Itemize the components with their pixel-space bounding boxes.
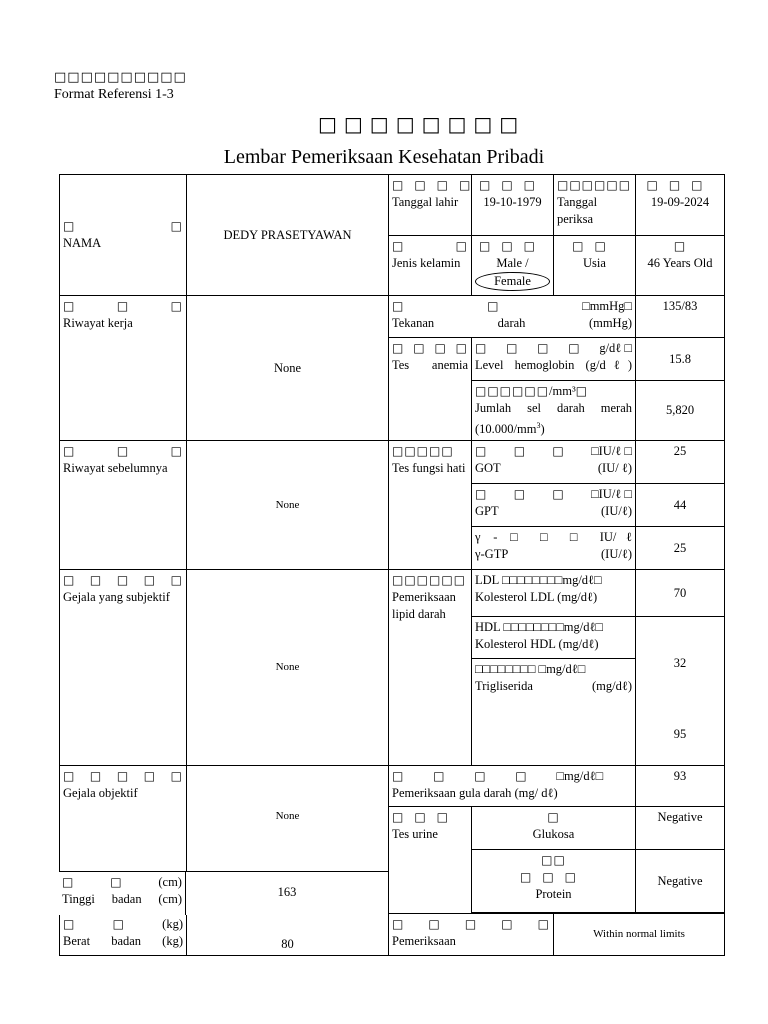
dob-label: Tanggal lahir: [392, 195, 459, 209]
protein-value-cell: [636, 850, 725, 913]
gpt-label-line: GPT (IU/ℓ): [475, 504, 632, 519]
lipid-label-cell: [389, 570, 472, 766]
exam-label-cell: [389, 914, 554, 956]
objective-value: None: [275, 810, 300, 823]
hdl-tg-value-cell: [636, 617, 725, 766]
hb-label-top: □ □ □ □ g/dℓ □: [475, 341, 632, 355]
subjective-value: None: [275, 661, 300, 674]
ggtp-value: 25: [673, 540, 687, 555]
header-glyph-line: □□□□□□□□□□: [54, 70, 187, 85]
name-value-cell: [187, 175, 389, 296]
got-value: 25: [673, 444, 687, 459]
ldl-value: 70: [673, 585, 687, 600]
anemia-label: Tes anemia: [392, 358, 468, 372]
title-glyphs: □□□□□□□□: [318, 112, 526, 136]
height-label: Tinggi badan (cm): [62, 892, 182, 906]
rbc-value-cell: [636, 381, 725, 441]
tg-value: 95: [673, 727, 687, 742]
glucose-label: Glukosa: [532, 827, 575, 842]
gender-option-female-circled: Female: [475, 272, 550, 291]
hb-label-cell: [472, 338, 636, 381]
weight-label: Berat badan (kg): [63, 934, 183, 949]
ldl-label-cell: [472, 570, 636, 617]
got-label-cell: [472, 441, 636, 484]
height-label-top: □ □ (cm): [62, 875, 182, 889]
exam-date-value: 19-09-2024: [650, 195, 710, 209]
ldl-label-top: LDL □□□□□□□□mg/dℓ□: [475, 573, 602, 588]
hdl-label-cell: [472, 617, 636, 659]
gpt-label-top: □ □ □ □IU/ℓ □: [475, 487, 632, 502]
glucose-value: Negative: [657, 810, 703, 825]
sugar-label: Pemeriksaan gula darah (mg/ dℓ): [392, 786, 558, 801]
subjective-label: Gejala yang subjektif: [63, 590, 170, 605]
gpt-value: 44: [673, 497, 687, 512]
bp-label-cell: [389, 296, 636, 338]
height-value: 163: [277, 885, 297, 899]
health-exam-form: [59, 174, 725, 956]
weight-label-top: □ □ (kg): [63, 917, 183, 932]
height-label-cell: [59, 872, 186, 915]
ldl-value-cell: [636, 570, 725, 617]
weight-value: 80: [281, 937, 294, 952]
weight-value-cell: [187, 914, 389, 956]
past-history-label-cell: [60, 441, 187, 570]
lipid-glyphs: □□□□□□: [392, 573, 467, 588]
liver-glyphs: □□□□□: [392, 444, 454, 459]
ldl-label: Kolesterol LDL (mg/dℓ): [475, 590, 598, 605]
urine-label: Tes urine: [392, 827, 438, 842]
subjective-label-cell: [60, 570, 187, 766]
hb-value-cell: [636, 338, 725, 381]
age-value-cell: [636, 236, 725, 296]
hdl-value: 32: [673, 656, 687, 671]
gender-value-glyphs: □□□: [478, 239, 546, 253]
sugar-label-cell: [389, 766, 636, 807]
rbc-label-cell: [472, 381, 636, 441]
subjective-value-cell: [187, 570, 389, 766]
protein-label: Protein: [535, 887, 572, 902]
sugar-label-top: □ □ □ □ □mg/dℓ□: [392, 769, 604, 784]
sugar-value-cell: [636, 766, 725, 807]
hdl-label: Kolesterol HDL (mg/dℓ): [475, 637, 599, 652]
age-value: 46 Years Old: [647, 256, 713, 270]
exam-date-label: Tanggal periksa: [557, 195, 598, 226]
anemia-label-cell: [389, 338, 472, 441]
gender-label: Jenis kelamin: [392, 256, 461, 270]
gender-option-male: Male /: [496, 256, 529, 270]
age-label-glyphs: □□: [572, 239, 617, 253]
exam-date-value-glyphs: □□□: [646, 178, 714, 192]
exam-value-cell: [554, 914, 725, 956]
past-history-value-cell: [187, 441, 389, 570]
hb-value: 15.8: [669, 351, 691, 366]
past-history-label: Riwayat sebelumnya: [63, 461, 168, 476]
dob-label-cell: [389, 175, 482, 236]
objective-label: Gejala objektif: [63, 786, 138, 801]
work-history-value-cell: [187, 296, 389, 441]
work-history-glyphs: □ □ □: [63, 299, 183, 313]
ggtp-label-cell: [472, 527, 636, 570]
height-row: [59, 871, 388, 915]
bp-value-cell: [636, 296, 725, 338]
name-label-cell: [60, 175, 187, 296]
height-value-cell: [186, 872, 388, 915]
past-history-glyphs: □ □ □: [63, 444, 183, 459]
tg-label-line: Trigliserida (mg/dℓ): [475, 679, 632, 694]
exam-date-label-glyphs: □□□□□□: [557, 178, 632, 192]
reference-format: Format Referensi 1-3: [54, 87, 174, 102]
tg-label-cell: [472, 659, 636, 766]
rbc-value: 5,820: [665, 403, 695, 418]
tg-label-top: □□□□□□□□ □mg/dℓ□: [475, 662, 586, 677]
protein-glyph-mid: □□□: [519, 870, 587, 885]
page-title: Lembar Pemeriksaan Kesehatan Pribadi: [223, 146, 545, 168]
work-history-label: Riwayat kerja: [63, 316, 133, 330]
hdl-label-top: HDL □□□□□□□□mg/dℓ□: [475, 620, 603, 635]
hb-label: Level hemoglobin (g/dℓ): [475, 358, 632, 372]
exam-date-value-cell: [636, 175, 725, 236]
age-label-cell: [554, 236, 636, 296]
dob-label-glyphs: □□□□: [392, 178, 482, 192]
urine-glyphs: □□□: [392, 810, 460, 825]
liver-label-cell: [389, 441, 472, 570]
glucose-label-cell: [472, 807, 636, 850]
protein-value: Negative: [657, 873, 703, 888]
exam-value: Within normal limits: [593, 928, 685, 941]
rbc-label-top: □□□□□□/mm³□: [475, 384, 589, 398]
dob-value-cell: [472, 175, 554, 236]
exam-label: Pemeriksaan: [392, 934, 456, 949]
rbc-label-line: Jumlah sel darah merah $(10.000/mm^3)$: [475, 401, 632, 437]
exam-date-label-cell: [554, 175, 636, 236]
protein-glyph-top: □□: [541, 853, 566, 868]
work-history-value: None: [273, 360, 302, 375]
glucose-glyph: □: [547, 810, 560, 825]
past-history-value: None: [275, 498, 300, 511]
got-value-cell: [636, 441, 725, 484]
bp-label-top: □ □ □mmHg□: [392, 299, 632, 313]
exam-glyphs: □ □ □ □ □: [392, 917, 550, 932]
ggtp-label-top: γ - □ □ □ IU/ℓ: [475, 530, 632, 545]
liver-label: Tes fungsi hati: [392, 461, 466, 476]
ggtp-value-cell: [636, 527, 725, 570]
name-value: DEDY PRASETYAWAN: [223, 227, 352, 242]
weight-label-cell: [60, 914, 187, 956]
sugar-value: 93: [673, 769, 687, 784]
gpt-label-cell: [472, 484, 636, 527]
gender-label-glyphs: □ □: [392, 239, 468, 253]
objective-glyphs: □ □ □ □ □: [63, 769, 183, 784]
anemia-glyphs: □ □ □ □: [392, 341, 468, 355]
subjective-glyphs: □ □ □ □ □: [63, 573, 183, 588]
got-label-line: GOT (IU/ ℓ): [475, 461, 632, 476]
ggtp-label-line: γ-GTP (IU/ℓ): [475, 547, 632, 562]
dob-value: 19-10-1979: [483, 195, 542, 209]
got-label-top: □ □ □ □IU/ℓ □: [475, 444, 632, 459]
bp-label: Tekanan darah (mmHg): [392, 316, 632, 330]
urine-label-cell: [389, 807, 472, 914]
age-label: Usia: [583, 256, 606, 270]
lipid-label: Pemeriksaan lipid darah: [392, 590, 456, 622]
bp-value: 135/83: [662, 299, 698, 313]
work-history-label-cell: [60, 296, 187, 441]
name-label-glyphs: □ □: [63, 219, 183, 233]
name-label: NAMA: [63, 236, 102, 250]
gender-label-cell: [389, 236, 472, 296]
protein-label-cell: [472, 850, 636, 913]
gender-value-cell: [472, 236, 554, 296]
gpt-value-cell: [636, 484, 725, 527]
glucose-value-cell: [636, 807, 725, 850]
age-value-glyphs: □: [673, 239, 687, 253]
dob-value-glyphs: □□□: [478, 178, 546, 192]
